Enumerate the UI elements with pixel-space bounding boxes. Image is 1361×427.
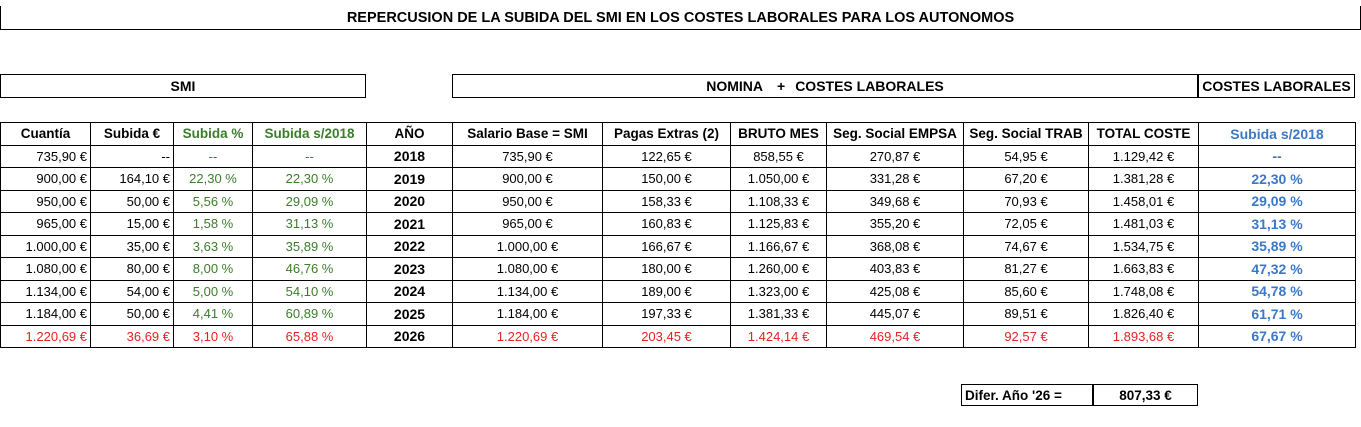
cell-ano: 2018: [367, 145, 453, 168]
cell-pagas-extras: 158,33 €: [603, 190, 731, 213]
cell-coste-subida-2018: 67,67 %: [1199, 325, 1356, 348]
col-header-cuantia: Cuantía: [1, 123, 91, 146]
cell-bruto-mes: 1.166,67 €: [731, 235, 827, 258]
cell-subida-pct: 22,30 %: [174, 168, 253, 191]
table-row: [1, 145, 1356, 168]
cell-pagas-extras: 197,33 €: [603, 303, 731, 326]
cell-ss-trabajador: 72,05 €: [964, 213, 1089, 236]
cell-ss-empresa: 355,20 €: [827, 213, 964, 236]
cell-pagas-extras: 203,45 €: [603, 325, 731, 348]
cell-coste-subida-2018: 22,30 %: [1199, 168, 1356, 191]
col-header-ano: AÑO: [367, 123, 453, 146]
costes-label: COSTES LABORALES: [795, 78, 944, 94]
table-row: [1, 235, 1356, 258]
cell-ss-trabajador: 81,27 €: [964, 258, 1089, 281]
cell-ss-trabajador: 85,60 €: [964, 280, 1089, 303]
cell-pagas-extras: 166,67 €: [603, 235, 731, 258]
cell-subida-eur: 54,00 €: [91, 280, 174, 303]
cell-salario-base: 1.080,00 €: [453, 258, 603, 281]
cell-subida-pct: 3,63 %: [174, 235, 253, 258]
header-row: [1, 123, 1356, 146]
cell-subida-pct: 5,00 %: [174, 280, 253, 303]
cell-salario-base: 1.220,69 €: [453, 325, 603, 348]
col-header-salario-base: Salario Base = SMI: [453, 123, 603, 146]
cell-ano: 2021: [367, 213, 453, 236]
cell-bruto-mes: 858,55 €: [731, 145, 827, 168]
cell-salario-base: 900,00 €: [453, 168, 603, 191]
col-header-bruto-mes: BRUTO MES: [731, 123, 827, 146]
table-row: [1, 258, 1356, 281]
cell-bruto-mes: 1.323,00 €: [731, 280, 827, 303]
cell-subida-eur: 80,00 €: [91, 258, 174, 281]
cell-ss-empresa: 403,83 €: [827, 258, 964, 281]
cell-subida-2018: 31,13 %: [253, 213, 367, 236]
nomina-label: NOMINA: [706, 78, 763, 94]
cell-ss-empresa: 469,54 €: [827, 325, 964, 348]
table-row: [1, 303, 1356, 326]
cell-subida-pct: 1,58 %: [174, 213, 253, 236]
cell-cuantia: 1.080,00 €: [1, 258, 91, 281]
cell-coste-subida-2018: --: [1199, 145, 1356, 168]
cell-cuantia: 965,00 €: [1, 213, 91, 236]
smi-section-header: SMI: [0, 74, 366, 98]
cell-bruto-mes: 1.125,83 €: [731, 213, 827, 236]
smi-table: [0, 122, 1356, 348]
cell-pagas-extras: 122,65 €: [603, 145, 731, 168]
cell-coste-subida-2018: 54,78 %: [1199, 280, 1356, 303]
cell-bruto-mes: 1.424,14 €: [731, 325, 827, 348]
cell-ss-empresa: 425,08 €: [827, 280, 964, 303]
col-header-ss-trabajador: Seg. Social TRAB: [964, 123, 1089, 146]
cell-ano: 2025: [367, 303, 453, 326]
cell-total-coste: 1.129,42 €: [1089, 145, 1199, 168]
cell-ano: 2022: [367, 235, 453, 258]
cell-total-coste: 1.663,83 €: [1089, 258, 1199, 281]
cell-salario-base: 735,90 €: [453, 145, 603, 168]
cell-total-coste: 1.534,75 €: [1089, 235, 1199, 258]
sheet-title: REPERCUSION DE LA SUBIDA DEL SMI EN LOS COSTES LABORALES PARA LOS AUTONOMOS: [0, 6, 1361, 30]
cell-subida-2018: --: [253, 145, 367, 168]
col-header-total-coste: TOTAL COSTE: [1089, 123, 1199, 146]
cell-cuantia: 1.134,00 €: [1, 280, 91, 303]
cell-bruto-mes: 1.260,00 €: [731, 258, 827, 281]
cell-coste-subida-2018: 47,32 %: [1199, 258, 1356, 281]
cell-cuantia: 1.220,69 €: [1, 325, 91, 348]
cell-coste-subida-2018: 31,13 %: [1199, 213, 1356, 236]
cell-subida-pct: --: [174, 145, 253, 168]
cell-ano: 2023: [367, 258, 453, 281]
cell-total-coste: 1.458,01 €: [1089, 190, 1199, 213]
col-header-pagas-extras: Pagas Extras (2): [603, 123, 731, 146]
cell-subida-2018: 35,89 %: [253, 235, 367, 258]
cell-subida-eur: 36,69 €: [91, 325, 174, 348]
cell-total-coste: 1.748,08 €: [1089, 280, 1199, 303]
cell-cuantia: 735,90 €: [1, 145, 91, 168]
col-header-subida-eur: Subida €: [91, 123, 174, 146]
cell-salario-base: 1.134,00 €: [453, 280, 603, 303]
cell-subida-eur: 35,00 €: [91, 235, 174, 258]
cell-cuantia: 1.000,00 €: [1, 235, 91, 258]
cell-ss-trabajador: 67,20 €: [964, 168, 1089, 191]
cell-pagas-extras: 180,00 €: [603, 258, 731, 281]
cell-subida-eur: 15,00 €: [91, 213, 174, 236]
difer-value: 807,33 €: [1093, 384, 1198, 406]
cell-bruto-mes: 1.050,00 €: [731, 168, 827, 191]
table-row: [1, 190, 1356, 213]
cell-coste-subida-2018: 29,09 %: [1199, 190, 1356, 213]
cell-ss-trabajador: 89,51 €: [964, 303, 1089, 326]
cell-ss-trabajador: 92,57 €: [964, 325, 1089, 348]
cell-ss-empresa: 368,08 €: [827, 235, 964, 258]
plus-sign: +: [777, 78, 786, 94]
cell-salario-base: 1.000,00 €: [453, 235, 603, 258]
table-row: [1, 280, 1356, 303]
table-row: [1, 213, 1356, 236]
cell-subida-pct: 3,10 %: [174, 325, 253, 348]
cell-subida-2018: 29,09 %: [253, 190, 367, 213]
cell-ss-empresa: 349,68 €: [827, 190, 964, 213]
col-header-ss-empresa: Seg. Social EMPSA: [827, 123, 964, 146]
cell-coste-subida-2018: 61,71 %: [1199, 303, 1356, 326]
cell-coste-subida-2018: 35,89 %: [1199, 235, 1356, 258]
cell-subida-2018: 54,10 %: [253, 280, 367, 303]
col-header-coste-subida-2018: Subida s/2018: [1199, 123, 1356, 146]
cell-total-coste: 1.481,03 €: [1089, 213, 1199, 236]
cell-ano: 2024: [367, 280, 453, 303]
cell-subida-pct: 5,56 %: [174, 190, 253, 213]
costes-laborales-section-header: COSTES LABORALES: [1198, 74, 1355, 98]
table-row: [1, 168, 1356, 191]
cell-subida-eur: 50,00 €: [91, 190, 174, 213]
cell-subida-pct: 8,00 %: [174, 258, 253, 281]
cell-total-coste: 1.893,68 €: [1089, 325, 1199, 348]
nomina-section-header: [452, 74, 1198, 98]
cell-total-coste: 1.826,40 €: [1089, 303, 1199, 326]
cell-ss-trabajador: 74,67 €: [964, 235, 1089, 258]
col-header-subida-2018: Subida s/2018: [253, 123, 367, 146]
cell-ano: 2019: [367, 168, 453, 191]
cell-subida-2018: 46,76 %: [253, 258, 367, 281]
cell-ano: 2020: [367, 190, 453, 213]
cell-subida-pct: 4,41 %: [174, 303, 253, 326]
cell-total-coste: 1.381,28 €: [1089, 168, 1199, 191]
cell-salario-base: 965,00 €: [453, 213, 603, 236]
cell-pagas-extras: 189,00 €: [603, 280, 731, 303]
cell-ano: 2026: [367, 325, 453, 348]
cell-cuantia: 900,00 €: [1, 168, 91, 191]
cell-subida-eur: --: [91, 145, 174, 168]
col-header-subida-pct: Subida %: [174, 123, 253, 146]
cell-ss-trabajador: 54,95 €: [964, 145, 1089, 168]
difer-label: Difer. Año '26 =: [961, 384, 1093, 406]
cell-subida-eur: 50,00 €: [91, 303, 174, 326]
cell-cuantia: 1.184,00 €: [1, 303, 91, 326]
cell-salario-base: 950,00 €: [453, 190, 603, 213]
cell-subida-2018: 65,88 %: [253, 325, 367, 348]
cell-bruto-mes: 1.381,33 €: [731, 303, 827, 326]
cell-pagas-extras: 150,00 €: [603, 168, 731, 191]
table-row: [1, 325, 1356, 348]
cell-ss-empresa: 270,87 €: [827, 145, 964, 168]
cell-cuantia: 950,00 €: [1, 190, 91, 213]
cell-ss-trabajador: 70,93 €: [964, 190, 1089, 213]
cell-subida-2018: 60,89 %: [253, 303, 367, 326]
cell-ss-empresa: 445,07 €: [827, 303, 964, 326]
cell-ss-empresa: 331,28 €: [827, 168, 964, 191]
cell-pagas-extras: 160,83 €: [603, 213, 731, 236]
cell-salario-base: 1.184,00 €: [453, 303, 603, 326]
cell-subida-2018: 22,30 %: [253, 168, 367, 191]
cell-subida-eur: 164,10 €: [91, 168, 174, 191]
cell-bruto-mes: 1.108,33 €: [731, 190, 827, 213]
